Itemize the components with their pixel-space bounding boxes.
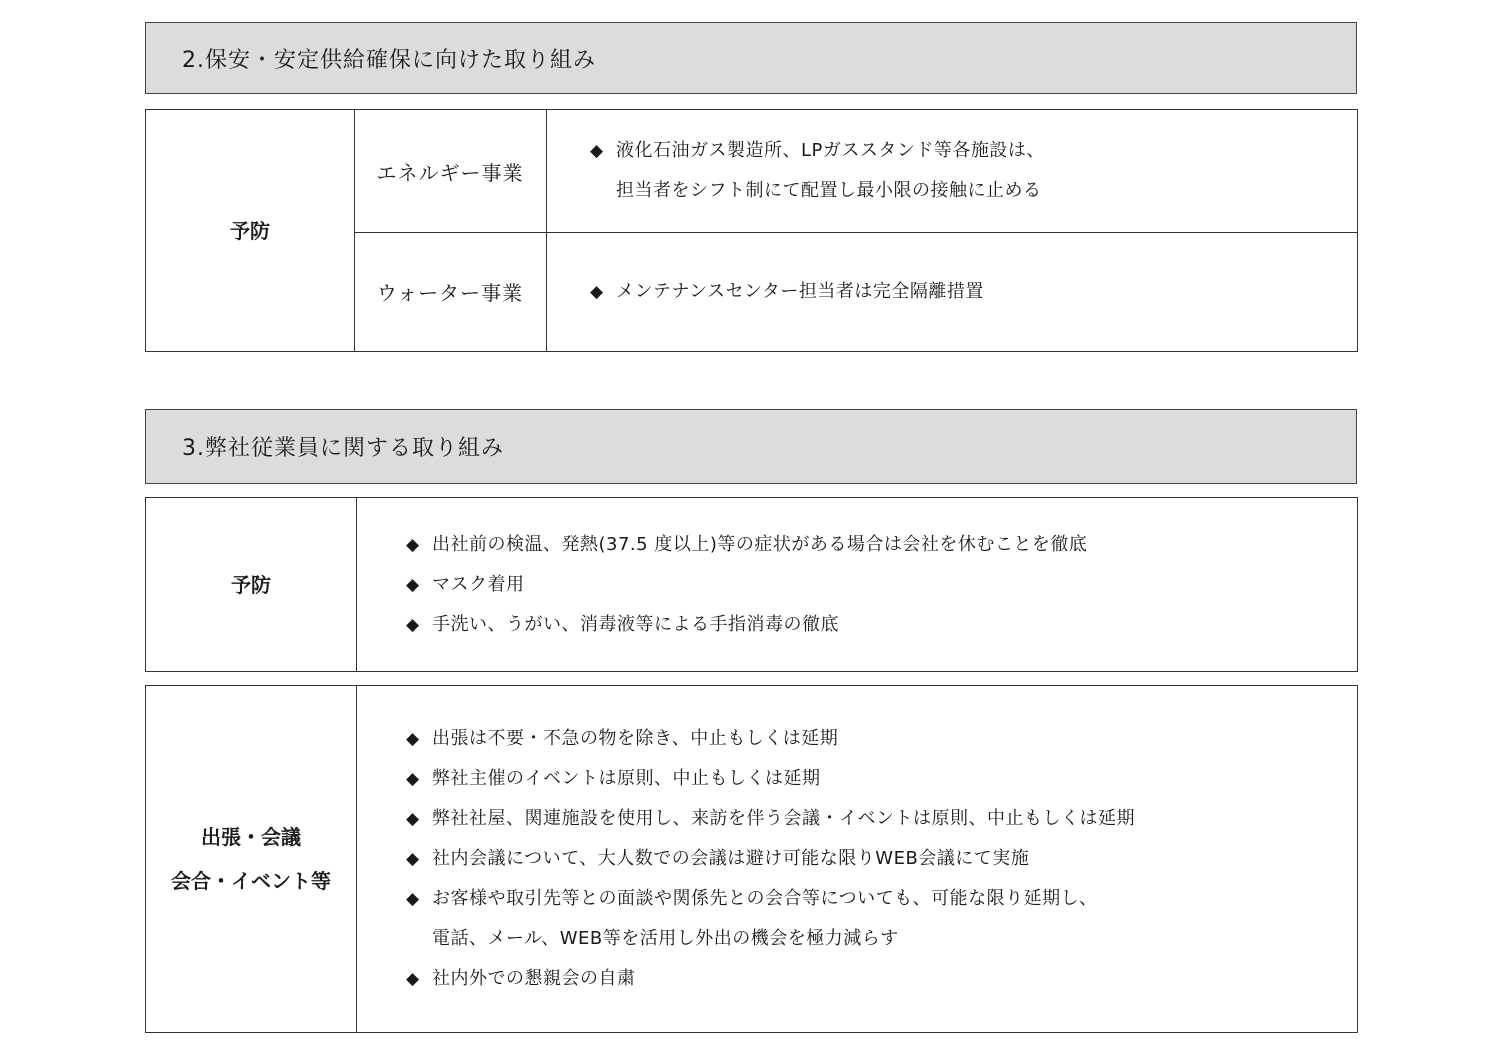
section-3-header — [145, 409, 1357, 484]
energy-list — [590, 131, 1045, 211]
travel-item-3: 弊社社屋、関連施設を使用し、来訪を伴う会議・イベントは原則、中止もしくは延期 — [432, 808, 1135, 829]
energy-line-1: 液化石油ガス製造所、LPガススタンド等各施設は、 — [616, 140, 1045, 161]
water-business-text: ウォーター事業 — [376, 281, 524, 305]
list-item — [406, 605, 1087, 645]
bullet-icon: ◆ — [406, 889, 420, 909]
energy-line-2: 担当者をシフト制にて配置し最小限の接触に止める — [616, 180, 1042, 201]
bullet-icon: ◆ — [406, 809, 420, 829]
prevention-category-label: 予防 — [231, 572, 271, 597]
travel-item-2: 弊社主催のイベントは原則、中止もしくは延期 — [432, 768, 821, 789]
bullet-icon: ◆ — [406, 614, 420, 635]
water-business-content — [590, 232, 1350, 351]
prevention-category — [146, 498, 356, 671]
section-2-divider-2 — [546, 110, 547, 351]
list-item — [406, 839, 1135, 879]
prevention-content — [406, 498, 1346, 671]
travel-content — [406, 686, 1346, 1032]
water-list — [590, 272, 984, 312]
list-item — [406, 799, 1135, 839]
water-business-label — [354, 232, 546, 351]
travel-category-line-2: 会合・イベント等 — [171, 869, 331, 893]
bullet-icon: ◆ — [406, 969, 420, 989]
energy-business-label — [354, 110, 546, 232]
list-item — [406, 719, 1135, 759]
section-2-title: 2.保安・安定供給確保に向けた取り組み — [182, 47, 596, 73]
list-item — [406, 959, 1135, 999]
prevention-divider — [356, 498, 357, 671]
prevention-item-1: 出社前の検温、発熱(37.5 度以上)等の症状がある場合は会社を休むことを徹底 — [432, 533, 1088, 555]
travel-meeting-table — [145, 685, 1358, 1033]
prevention-item-3: 手洗い、うがい、消毒液等による手指消毒の徹底 — [432, 613, 839, 635]
bullet-icon: ◆ — [406, 574, 420, 595]
prevention-item-2: マスク着用 — [432, 573, 525, 595]
travel-item-4: 社内会議について、大人数での会議は避け可能な限りWEB会議にて実施 — [432, 848, 1030, 869]
list-item — [406, 525, 1087, 565]
section-2-header — [145, 22, 1357, 94]
bullet-icon: ◆ — [406, 729, 420, 749]
travel-category — [146, 686, 356, 1032]
travel-item-5: お客様や取引先等との面談や関係先との会合等についても、可能な限り延期し、 — [432, 888, 1098, 909]
water-line-1: メンテナンスセンター担当者は完全隔離措置 — [616, 280, 984, 302]
energy-business-content — [590, 110, 1350, 232]
list-item — [590, 131, 1045, 211]
section-2-category — [146, 110, 354, 351]
section-3-title: 3.弊社従業員に関する取り組み — [182, 436, 504, 461]
travel-divider — [356, 686, 357, 1032]
bullet-icon: ◆ — [406, 769, 420, 789]
prevention-table — [145, 497, 1358, 672]
section-2-table — [145, 109, 1358, 352]
bullet-icon: ◆ — [406, 849, 420, 869]
list-item — [406, 759, 1135, 799]
list-item — [406, 565, 1087, 605]
section-2-category-label: 予防 — [230, 218, 270, 243]
travel-item-1: 出張は不要・不急の物を除き、中止もしくは延期 — [432, 728, 839, 749]
travel-item-6: 社内外での懇親会の自粛 — [432, 968, 636, 989]
list-item — [590, 272, 984, 312]
travel-category-line-1: 出張・会議 — [201, 825, 301, 849]
bullet-icon: ◆ — [590, 281, 604, 302]
list-item — [406, 879, 1135, 959]
energy-business-text: エネルギー事業 — [376, 160, 524, 185]
prevention-list — [406, 525, 1087, 645]
travel-item-5-continued: 電話、メール、WEB等を活用し外出の機会を極力減らす — [432, 928, 899, 949]
bullet-icon: ◆ — [406, 534, 420, 555]
travel-list — [406, 719, 1135, 999]
bullet-icon: ◆ — [590, 141, 604, 161]
